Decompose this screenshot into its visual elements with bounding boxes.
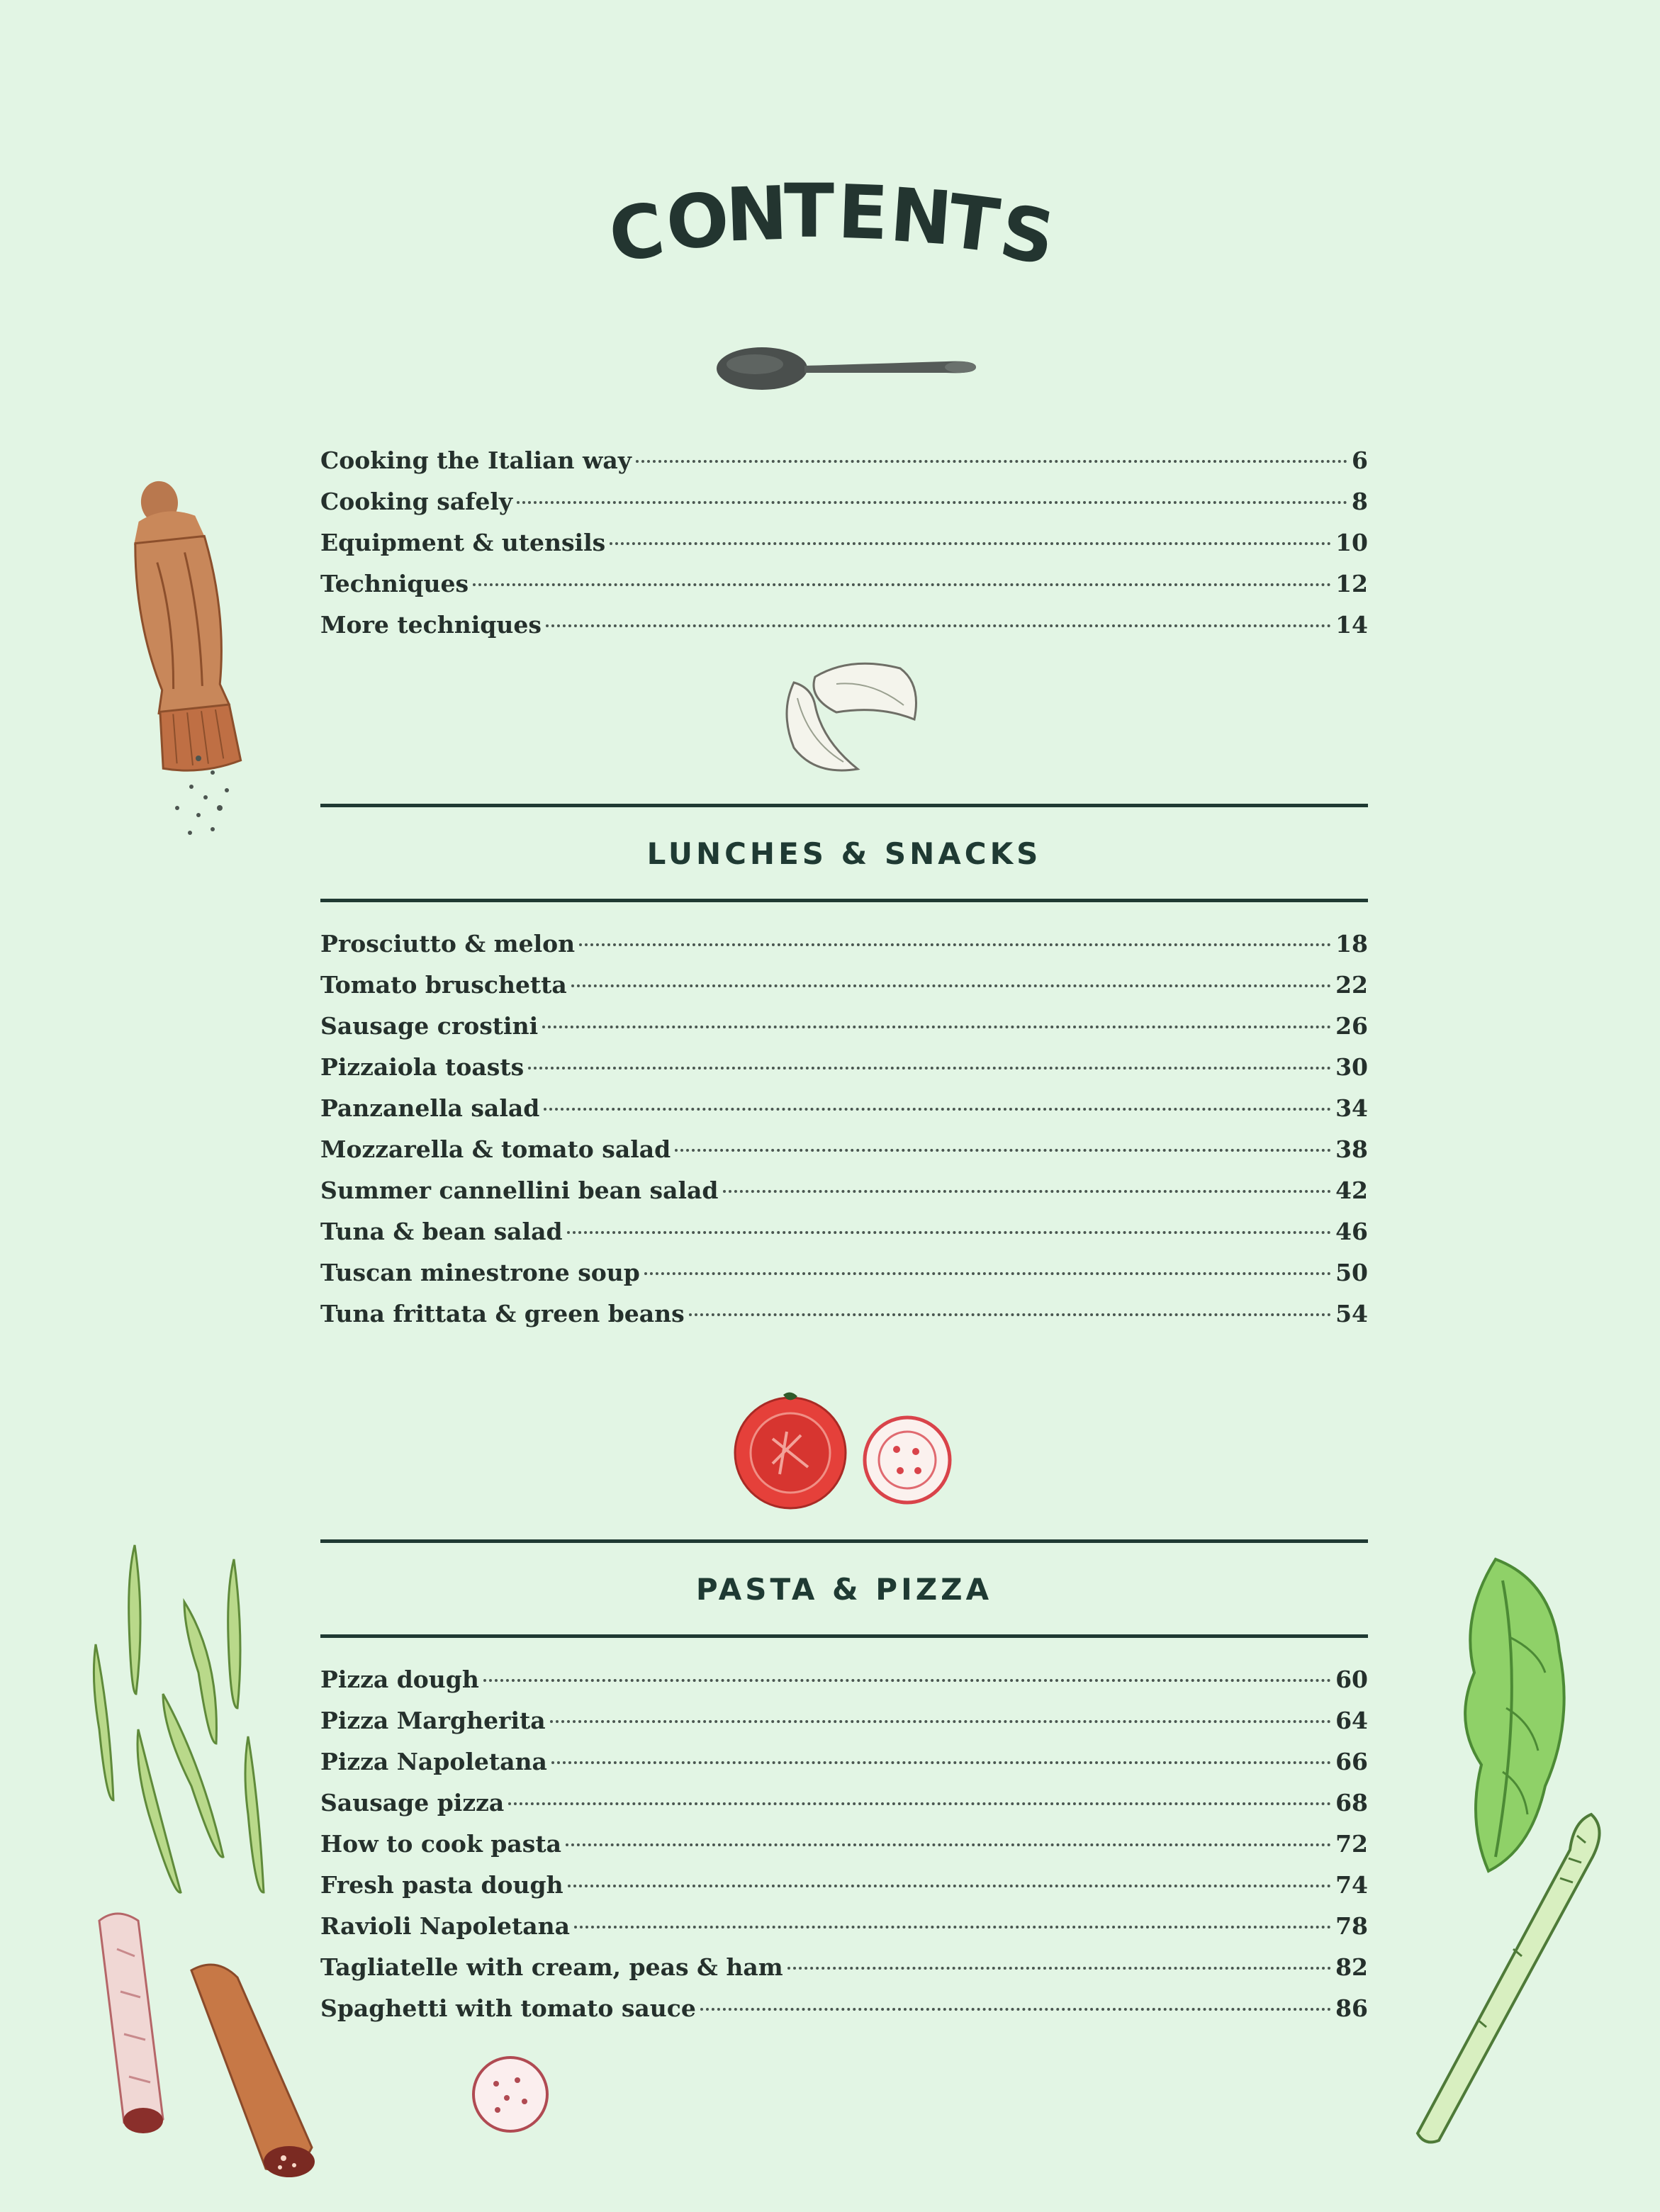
toc-entry-title: Prosciutto & melon [320,930,576,958]
dot-leader [636,460,1347,463]
page-title [603,159,1106,283]
toc-entry[interactable] [320,1218,1368,1254]
toc-entry-title: Cooking the Italian way [320,447,632,474]
toc-entry-title: Pizza Margherita [320,1707,546,1734]
toc-entry-page: 6 [1352,447,1368,474]
toc-entry[interactable] [320,529,1368,566]
toc-entry[interactable] [320,1707,1368,1744]
tomato-halves-icon [730,1389,957,1510]
salami-icon [85,1907,326,2190]
dot-leader [610,542,1331,545]
dot-leader [551,1761,1331,1764]
section-divider [320,1539,1368,1543]
toc-entry[interactable] [320,488,1368,524]
title-letter: T [784,168,839,254]
green-beans-icon [78,1531,291,1899]
dot-leader [644,1272,1331,1275]
toc-entry-title: Pizza dough [320,1666,479,1693]
garlic-cloves-icon [773,649,929,776]
toc-entry-title: Fresh pasta dough [320,1871,563,1899]
section-divider [320,804,1368,807]
toc-entry-page: 68 [1335,1789,1368,1817]
toc-entry[interactable] [320,1953,1368,1990]
toc-entry[interactable] [320,1300,1368,1337]
toc-entry-page: 46 [1335,1218,1368,1245]
toc-entry-title: Tomato bruschetta [320,971,567,999]
toc-entry-title: Cooking safely [320,488,513,515]
spoon-icon [712,333,982,404]
dot-leader [571,984,1331,987]
title-letter: C [603,185,674,280]
toc-entry-page: 38 [1335,1135,1368,1163]
toc-entry-page: 14 [1335,611,1368,639]
toc-entry[interactable] [320,447,1368,483]
toc-entry-page: 42 [1335,1177,1368,1204]
section-divider [320,899,1368,902]
title-letter: S [994,187,1065,283]
toc-entry-title: Mozzarella & tomato salad [320,1135,671,1163]
dot-leader [567,1231,1332,1234]
toc-entry[interactable] [320,1871,1368,1908]
dot-leader [550,1720,1331,1723]
toc-entry-page: 30 [1335,1053,1368,1081]
title-letter: O [662,175,737,267]
toc-entry-page: 82 [1335,1953,1368,1981]
dot-leader [568,1885,1331,1887]
dot-leader [700,2008,1331,2011]
toc-entry-page: 54 [1335,1300,1368,1327]
toc-entry-page: 12 [1335,570,1368,597]
toc-entry-title: How to cook pasta [320,1830,561,1858]
dot-leader [675,1149,1331,1152]
toc-entry-title: Tuna & bean salad [320,1218,563,1245]
toc-entry-page: 66 [1335,1748,1368,1775]
toc-entry-title: Summer cannellini bean salad [320,1177,719,1204]
toc-entry-title: Tagliatelle with cream, peas & ham [320,1953,783,1981]
dot-leader [546,624,1331,627]
toc-entry-page: 72 [1335,1830,1368,1858]
toc-entry-title: More techniques [320,611,542,639]
title-letter: E [836,168,895,257]
toc-entry-title: Techniques [320,570,469,597]
asparagus-icon [1400,1807,1613,2148]
toc-entry[interactable] [320,1094,1368,1131]
salami-slice-icon [468,2052,553,2137]
toc-entry[interactable] [320,1053,1368,1090]
pepper-mill-icon [106,475,269,843]
toc-entry[interactable] [320,1830,1368,1867]
toc-entry-title: Panzanella salad [320,1094,540,1122]
toc-entry-page: 10 [1335,529,1368,556]
toc-entry[interactable] [320,1789,1368,1826]
toc-entry-title: Tuna frittata & green beans [320,1300,685,1327]
section-heading: PASTA & PIZZA [695,1572,993,1607]
dot-leader [723,1190,1332,1193]
toc-entry-page: 22 [1335,971,1368,999]
dot-leader [517,501,1347,504]
toc-entry-page: 50 [1335,1259,1368,1286]
dot-leader [566,1843,1331,1846]
toc-entry-page: 86 [1335,1994,1368,2022]
toc-entry-title: Pizza Napoletana [320,1748,547,1775]
toc-entry-page: 78 [1335,1912,1368,1940]
toc-entry[interactable] [320,930,1368,967]
title-letter: N [887,171,960,263]
section-heading: LUNCHES & SNACKS [646,836,1042,871]
title-letter: T [943,177,1009,271]
dot-leader [473,583,1331,586]
toc-entry[interactable] [320,1748,1368,1785]
toc-entry-page: 18 [1335,930,1368,958]
toc-entry-page: 26 [1335,1012,1368,1040]
toc-entry[interactable] [320,971,1368,1008]
toc-entry[interactable] [320,1259,1368,1296]
toc-entry[interactable] [320,1177,1368,1213]
toc-entry-title: Sausage pizza [320,1789,505,1817]
dot-leader [542,1026,1331,1028]
toc-entry-page: 34 [1335,1094,1368,1122]
toc-entry-title: Equipment & utensils [320,529,606,556]
dot-leader [787,1967,1331,1970]
toc-entry[interactable] [320,570,1368,607]
toc-entry-page: 60 [1335,1666,1368,1693]
toc-entry-title: Pizzaiola toasts [320,1053,525,1081]
toc-entry-title: Sausage crostini [320,1012,539,1040]
dot-leader [574,1926,1331,1929]
dot-leader [483,1679,1331,1682]
dot-leader [528,1067,1331,1069]
toc-entry[interactable] [320,1012,1368,1049]
title-letter: N [724,169,794,259]
dot-leader [579,943,1331,946]
section-divider [320,1634,1368,1638]
dot-leader [544,1108,1331,1111]
toc-entry-title: Ravioli Napoletana [320,1912,571,1940]
toc-entry[interactable] [320,1912,1368,1949]
toc-entry-title: Tuscan minestrone soup [320,1259,640,1286]
toc-entry-page: 64 [1335,1707,1368,1734]
toc-entry[interactable] [320,1666,1368,1702]
toc-entry[interactable] [320,1994,1368,2031]
dot-leader [689,1313,1331,1316]
toc-entry[interactable] [320,611,1368,648]
dot-leader [508,1802,1331,1805]
toc-entry-page: 74 [1335,1871,1368,1899]
toc-entry-page: 8 [1352,488,1368,515]
toc-entry[interactable] [320,1135,1368,1172]
toc-entry-title: Spaghetti with tomato sauce [320,1994,696,2022]
